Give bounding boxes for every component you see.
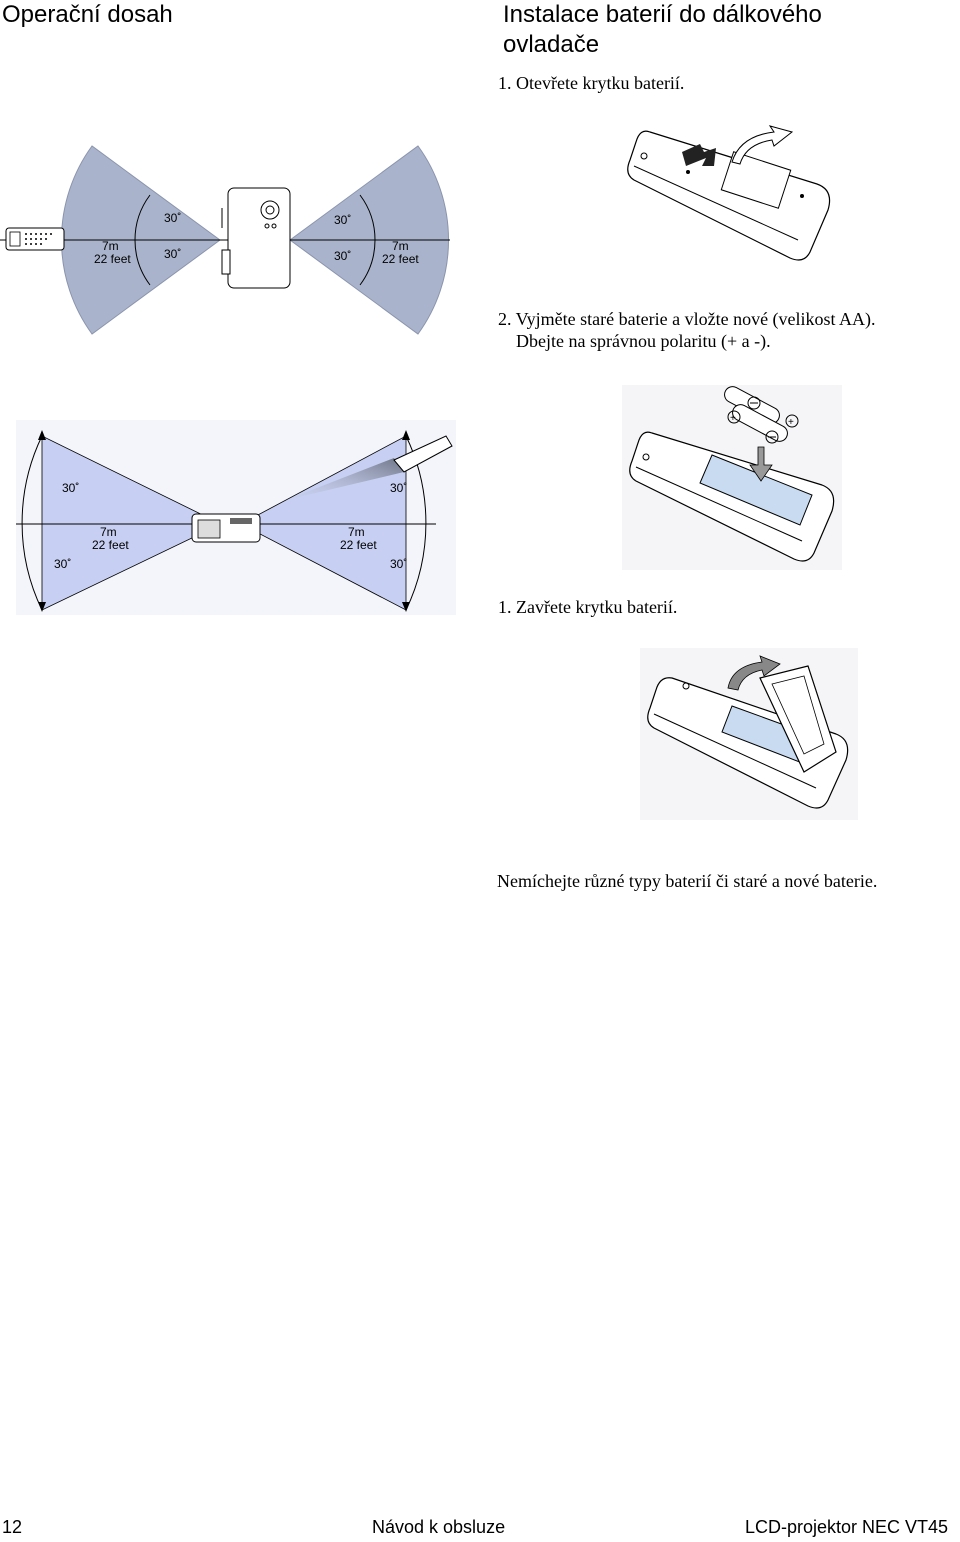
label-distance-right-m: 7m (392, 239, 409, 253)
label-angle-upper-left: 30˚ (164, 211, 182, 225)
remote-open-cover-illustration (622, 122, 837, 267)
note-battery-warning: Nemíchejte různé typy baterií či staré a nové baterie. (497, 871, 878, 891)
label-distance-right-ft: 22 feet (340, 538, 377, 552)
svg-text:+: + (788, 417, 794, 428)
label-distance-left-ft: 22 feet (92, 538, 129, 552)
step2-line-2: Dbejte na správnou polaritu (+ a -). (516, 331, 771, 351)
label-distance-left-m: 7m (102, 239, 119, 253)
footer-product-name: LCD-projektor NEC VT45 (745, 1517, 949, 1537)
remote-close-cover-illustration (640, 648, 858, 820)
label-angle-upper-right: 30˚ (390, 481, 408, 495)
heading-line-2: ovladače (503, 31, 600, 58)
label-angle-upper-right: 30˚ (334, 213, 352, 227)
label-angle-lower-left: 30˚ (54, 557, 72, 571)
label-distance-right-ft: 22 feet (382, 252, 419, 266)
step-close-cover: 1. Zavřete krytku baterií. (498, 597, 678, 617)
label-distance-right-m: 7m (348, 525, 365, 539)
label-distance-left-m: 7m (100, 525, 117, 539)
remote-control-icon (6, 228, 64, 250)
svg-text:+: + (730, 413, 736, 424)
step-replace-batteries (498, 308, 876, 352)
footer-page-number: 12 (2, 1517, 23, 1537)
remote-insert-batteries-illustration (622, 385, 842, 570)
step-open-cover: 1. Otevřete krytku baterií. (498, 73, 685, 93)
label-angle-lower-left: 30˚ (164, 247, 182, 261)
label-angle-lower-right: 30˚ (334, 249, 352, 263)
projector-side-view-icon (192, 514, 260, 542)
heading-line-1: Instalace baterií do dálkového (503, 1, 822, 28)
label-angle-lower-right: 30˚ (390, 557, 408, 571)
step2-line-1: 2. Vyjměte staré baterie a vložte nové (velikost AA). (498, 309, 876, 329)
range-diagram-bottom (16, 420, 456, 615)
label-angle-upper-left: 30˚ (62, 481, 80, 495)
label-distance-left-ft: 22 feet (94, 252, 131, 266)
projector-top-view-icon (222, 188, 290, 288)
range-diagram-top (0, 140, 470, 340)
footer-manual-title: Návod k obsluze (372, 1517, 506, 1537)
section-heading-battery (503, 0, 822, 60)
lift-arrow-icon (732, 126, 792, 164)
section-heading-range: Operační dosah (2, 1, 173, 28)
